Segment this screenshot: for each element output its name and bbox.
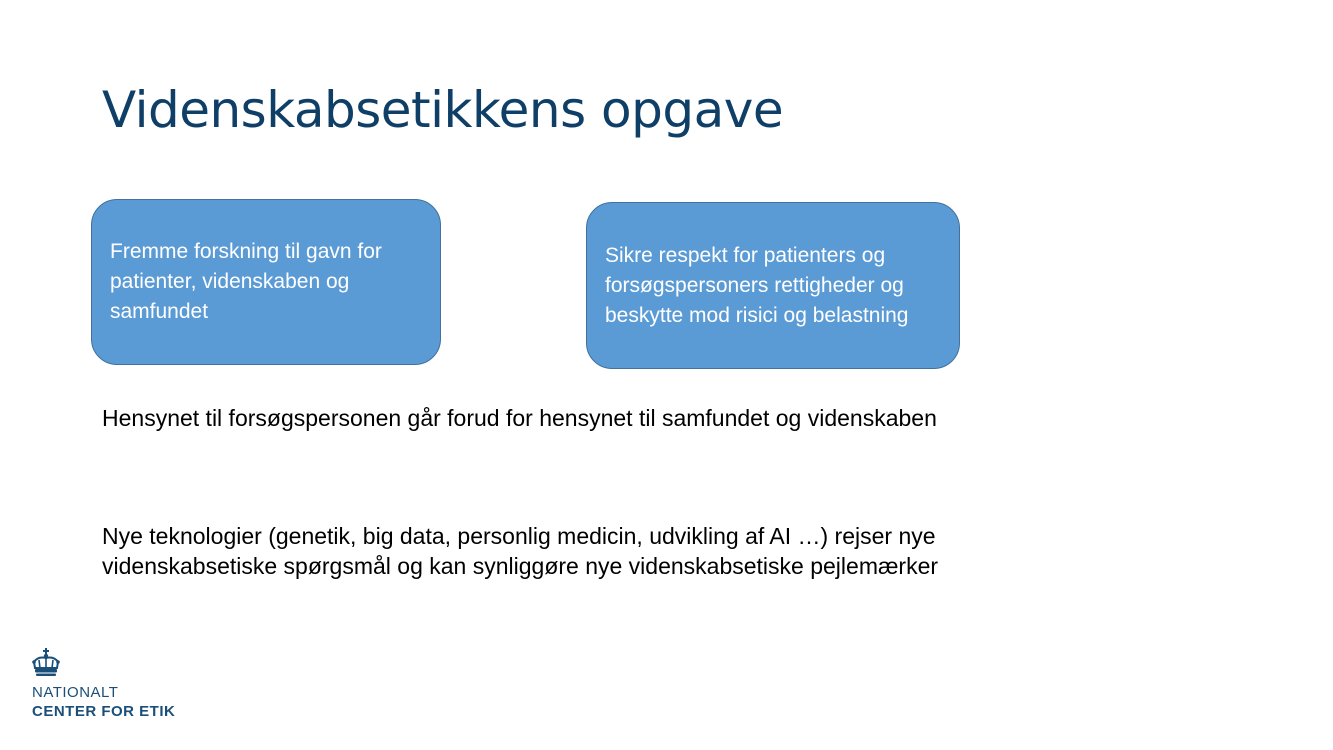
logo-text-line-2: CENTER FOR ETIK [32,703,176,720]
slide-title: Videnskabsetikkens opgave [102,81,784,139]
logo-text-line-1: NATIONALT [32,684,119,701]
goal-box-rights-text: Sikre respekt for patienters og forsøgspersoners rettigheder og beskytte mod risici og belastning [605,243,909,327]
paragraph-priority: Hensynet til forsøgspersonen går forud for hensynet til samfundet og videnskaben [102,405,937,431]
crown-icon [30,648,62,680]
goal-box-research [91,199,441,365]
goal-box-research-text: Fremme forskning til gavn for patienter, videnskaben og samfundet [110,240,382,323]
paragraph-new-technologies: Nye teknologier (genetik, big data, personlig medicin, udvikling af AI …) rejser nye videnskabsetiske spørgsmål og kan synliggøre nye videnskabsetiske pejlemærker [102,523,939,579]
goal-box-rights [586,202,960,369]
organization-logo [30,648,210,728]
